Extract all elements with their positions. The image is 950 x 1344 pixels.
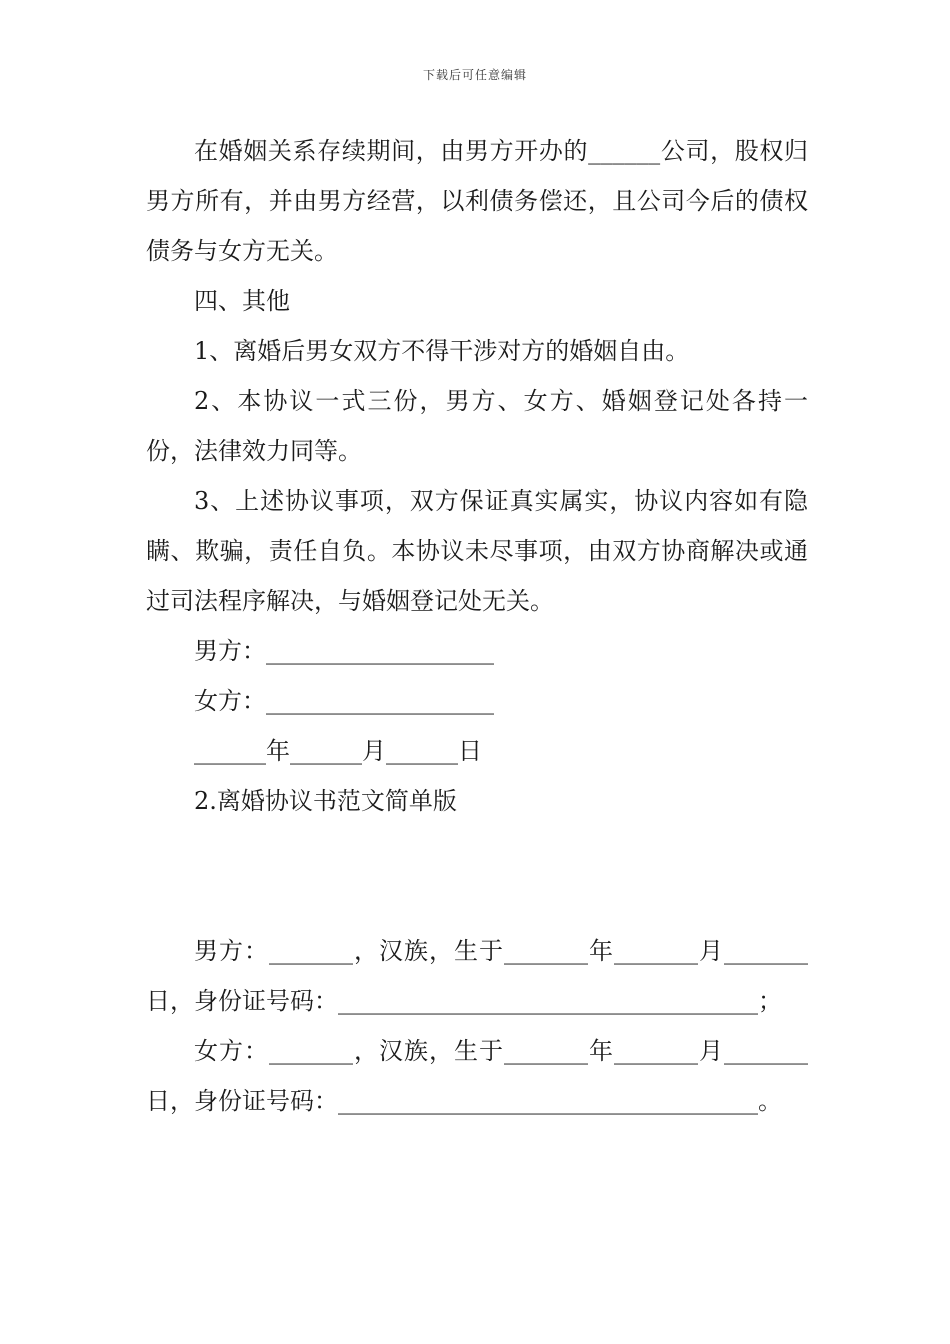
clause-1: 1、离婚后男女双方不得干涉对方的婚姻自由。 xyxy=(194,337,690,365)
signature-date: ______年______月______日 xyxy=(194,737,482,765)
section-heading-other: 四、其他 xyxy=(194,287,290,315)
section-title-simple-version: 2.离婚协议书范文简单版 xyxy=(194,787,457,815)
blank-spacer xyxy=(146,826,808,926)
party-male-info: 男方：_______，汉族，生于_______年_______月_______日，身份证号码：___________________________________； xyxy=(146,937,808,1015)
clause-2: 2、本协议一式三份，男方、女方、婚姻登记处各持一份，法律效力同等。 xyxy=(146,387,808,465)
download-note: 下载后可任意编辑 xyxy=(422,68,527,82)
signature-male: 男方：___________________ xyxy=(194,637,494,665)
clause-3: 3、上述协议事项，双方保证真实属实，协议内容如有隐瞒、欺骗，责任自负。本协议未尽事项，由双方协商解决或通过司法程序解决，与婚姻登记处无关。 xyxy=(146,487,808,615)
document-body xyxy=(146,126,808,1126)
party-female-info: 女方：_______，汉族，生于_______年_______月_______日，身份证号码：___________________________________。 xyxy=(146,1037,808,1115)
company-clause: 在婚姻关系存续期间，由男方开办的______公司，股权归男方所有，并由男方经营，以利债务偿还，且公司今后的债权债务与女方无关。 xyxy=(146,137,808,265)
signature-female: 女方：___________________ xyxy=(194,687,494,715)
